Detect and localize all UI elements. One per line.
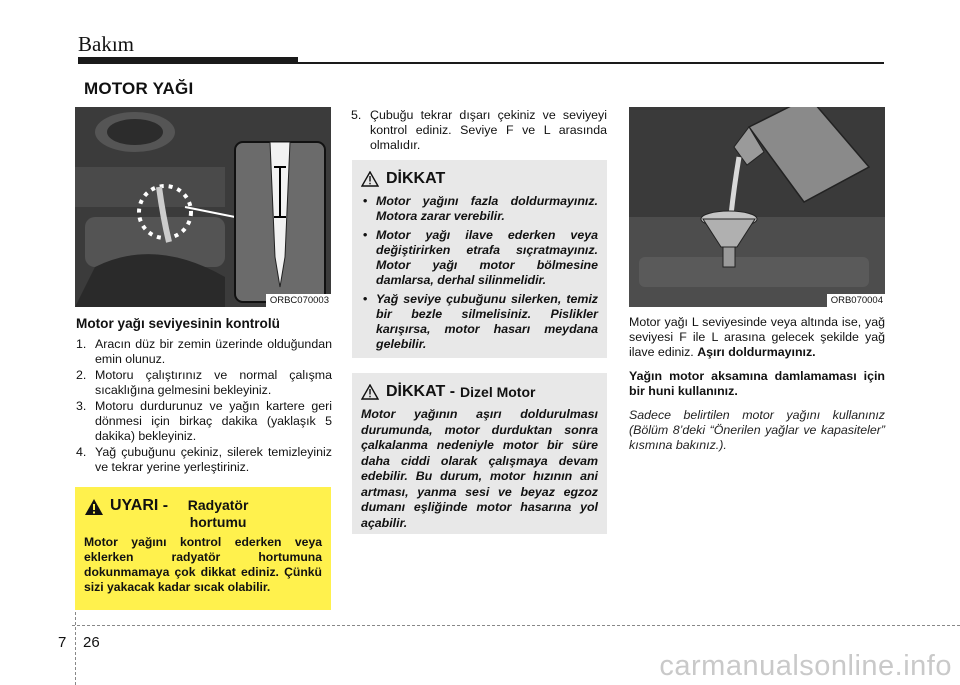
dipstick-photo <box>75 107 331 307</box>
overfill-warning: Aşırı doldurmayınız. <box>697 345 816 359</box>
caution-label: DİKKAT - <box>386 383 456 400</box>
oil-pour-photo <box>629 107 885 307</box>
footer-rule <box>72 625 960 626</box>
caution-triangle-icon <box>361 171 379 187</box>
middle-column-step5 <box>351 108 607 154</box>
list-item: • Motor yağı ilave ederken veya değiştirirken etrafa sıçratmayınız. Motor yağı motor bölmesine damlarsa, derhal silinmelidir. <box>363 228 598 287</box>
page-number: 26 <box>83 634 100 651</box>
funnel-paragraph: Yağın motor aksamına damlamaması için bir huni kullanınız. <box>629 369 885 398</box>
section-title: MOTOR YAĞI <box>84 79 194 98</box>
left-column <box>76 316 332 476</box>
steps-list <box>76 337 332 475</box>
engine-dipstick-illustration <box>75 107 331 307</box>
caution-label: DİKKAT <box>386 170 446 187</box>
subheading: Motor yağı seviyesinin kontrolü <box>76 316 280 331</box>
header-rule-thick <box>78 57 298 64</box>
oil-spec-note: Sadece belirtilen motor yağını kullanınız (Bölüm 8’deki “Önerilen yağlar ve kapasiteler” kısmına bakınız.). <box>629 408 885 452</box>
warning-box <box>75 487 331 610</box>
list-item: • Motor yağını fazla doldurmayınız. Motora zarar verebilir. <box>363 194 598 223</box>
caution-list <box>361 194 598 352</box>
warning-heading <box>84 497 322 531</box>
list-item: 2. Motoru çalıştırınız ve normal çalışma sıcaklığına gelmesini bekleyiniz. <box>76 368 332 397</box>
footer-vertical-rule <box>75 612 76 685</box>
caution-box <box>352 160 607 358</box>
watermark: carmanualsonline.info <box>659 650 952 682</box>
chapter-title: Bakım <box>78 32 134 56</box>
caution-heading <box>361 383 598 401</box>
warning-subject: Radyatör hortumu <box>187 497 249 530</box>
chapter-number: 7 <box>58 634 67 651</box>
caution-triangle-icon <box>361 384 379 400</box>
diesel-caution-box <box>352 373 607 534</box>
caution-heading <box>361 170 598 188</box>
list-item: • Yağ seviye çubuğunu silerken, temiz bir bezle silmelisiniz. Pislikler karışırsa, motor hasarı meydana gelebilir. <box>363 292 598 351</box>
warning-text: Motor yağını kontrol ederken veya eklerken radyatör hortumuna dokunmamaya çok dikkat ediniz. Çünkü sizi yakacak kadar sıcak olabilir. <box>84 535 322 594</box>
list-item: 4. Yağ çubuğunu çekiniz, silerek temizleyiniz ve tekrar yerine yerleştiriniz. <box>76 445 332 474</box>
right-column <box>629 315 885 462</box>
refill-paragraph: Motor yağı L seviyesinde veya altında ise, yağ seviyesi F ile L arasına gelecek şekilde yağ ilave ediniz. Aşırı doldurmayınız. <box>629 315 885 359</box>
list-item: 5. Çubuğu tekrar dışarı çekiniz ve seviyeyi kontrol ediniz. Seviye F ve L arasında olmalıdır. <box>351 108 607 152</box>
caution-text: Motor yağının aşırı doldurulması durumunda, motor durduktan sonra çalkalanma nedeniyle motor bir süre daha ciddi olarak çalışmaya devam edebilir. Bu durum, motor hızının ani artması, yanma sesi ve beyaz egzoz dumanı eşliğinde motor hasarına yol açabilir. <box>361 407 598 530</box>
warning-triangle-icon <box>84 498 104 516</box>
list-item: 1. Aracın düz bir zemin üzerinde olduğundan emin olunuz. <box>76 337 332 366</box>
warning-label: UYARI - <box>110 497 169 514</box>
oil-funnel-illustration <box>629 107 885 307</box>
list-item: 3. Motoru durdurunuz ve yağın kartere geri dönmesi için birkaç dakika (yaklaşık 5 dakika) bekleyiniz. <box>76 399 332 443</box>
caution-subject: Dizel Motor <box>460 384 536 400</box>
photo-code: ORBC070003 <box>266 294 331 307</box>
header-rule-thin <box>298 62 884 64</box>
photo-code: ORB070004 <box>827 294 885 307</box>
